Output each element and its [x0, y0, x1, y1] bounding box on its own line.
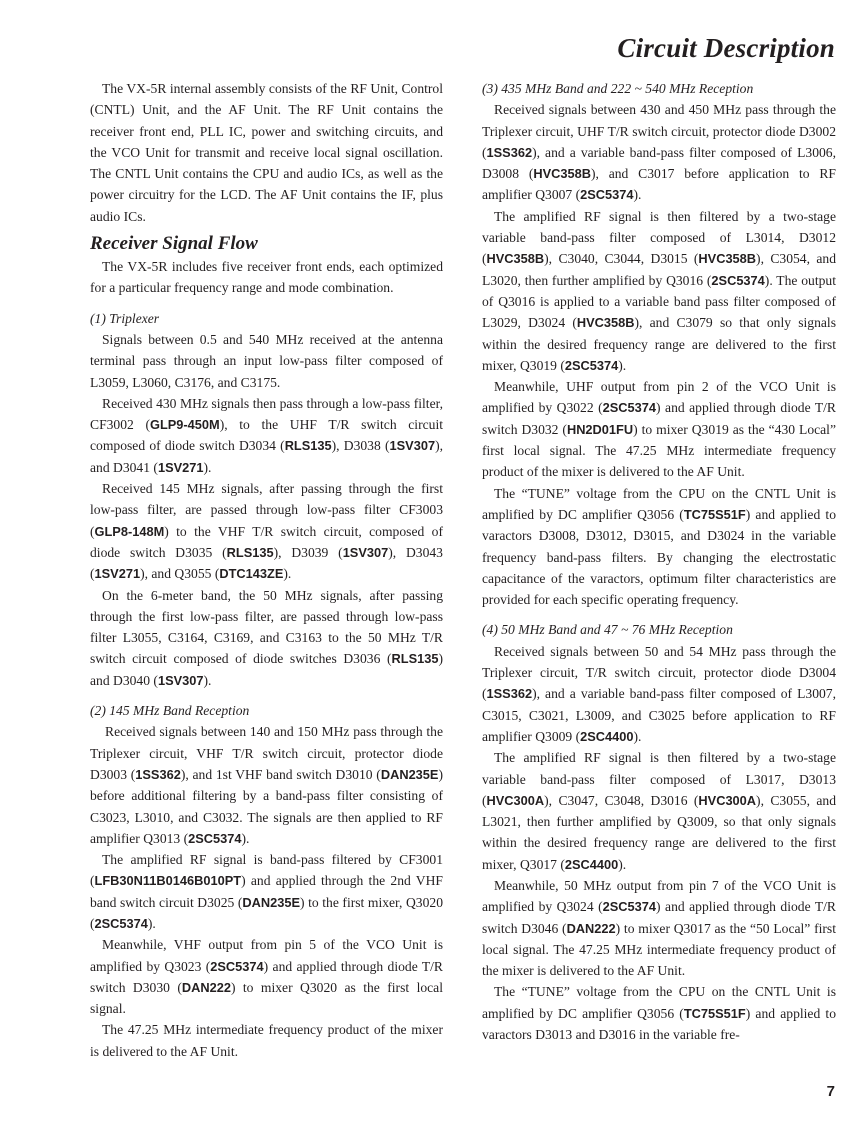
- part-number: GLP9-450M: [150, 417, 220, 433]
- part-number: DAN222: [181, 979, 231, 995]
- part-number: HVC300A: [486, 792, 545, 808]
- part-number: 2SC5374: [564, 357, 619, 373]
- page-title: Circuit Description: [617, 33, 835, 63]
- subheading-triplexer: (1) Triplexer: [90, 310, 160, 326]
- part-number: 1SS362: [135, 766, 181, 782]
- paragraph-50-1: Received signals between 50 and 54 MHz pass through the Triplexer circuit, T/R switch circuit, protector diode D3004 (1SS362), and a variable band-pass filter composed of L3007, C3015, C3021, L3009, and C3025 before application to RF amplifier Q3009 (2SC4400).: [482, 643, 836, 744]
- left-column: [90, 78, 443, 1062]
- subheading-435mhz: (3) 435 MHz Band and 222 ~ 540 MHz Reception: [482, 81, 754, 96]
- paragraph-435-3: Meanwhile, UHF output from pin 2 of the VCO Unit is amplified by Q3022 (2SC5374) and applied through diode T/R switch D3032 (HN2D01FU) to mixer Q3019 as the “430 Local” first local signal. The 47.25 MHz intermediate frequency product of the mixer is delivered to the AF Unit.: [482, 379, 836, 480]
- paragraph-triplexer-3: Received 145 MHz signals, after passing through the first low-pass filter, are passed through low-pass filter CF3003 (GLP8-148M) to the VHF T/R switch circuit, composed of diode switch D3035 (RLS135), D3039 (1SV307), D3043 (1SV271), and Q3055 (DTC143ZE).: [90, 481, 443, 582]
- part-number: 2SC5374: [580, 187, 634, 203]
- part-number: 1SV271: [94, 566, 141, 582]
- part-number: TC75S51F: [683, 1005, 746, 1021]
- paragraph-50-4: The “TUNE” voltage from the CPU on the CNTL Unit is amplified by DC amplifier Q3056 (TC75S51F) and applied to varactors D3013 and D3016 in the variable fre-: [482, 984, 836, 1043]
- section-heading: Receiver Signal Flow: [90, 233, 258, 255]
- part-number: HVC358B: [576, 315, 635, 331]
- part-number: HVC300A: [698, 792, 757, 808]
- part-number: 2SC4400: [564, 856, 619, 872]
- part-number: 2SC5374: [210, 958, 264, 974]
- part-number: 2SC5374: [188, 830, 242, 846]
- part-number: 1SS362: [486, 144, 533, 160]
- part-number: 1SV307: [389, 438, 436, 454]
- paragraph-435-1: Received signals between 430 and 450 MHz pass through the Triplexer circuit, UHF T/R switch circuit, protector diode D3002 (1SS362), and a variable band-pass filter composed of L3006, D3008 (HVC358B), and C3017 before application to RF amplifier Q3007 (2SC5374).: [482, 102, 836, 203]
- part-number: TC75S51F: [683, 506, 746, 522]
- part-number: HVC358B: [698, 251, 757, 267]
- part-number: DTC143ZE: [219, 566, 284, 582]
- part-number: 1SV307: [342, 544, 389, 560]
- part-number: 1SV307: [157, 672, 204, 688]
- subheading-50mhz: (4) 50 MHz Band and 47 ~ 76 MHz Reception: [482, 622, 733, 638]
- right-column: [482, 78, 836, 1045]
- intro-paragraph: The VX-5R internal assembly consists of the RF Unit, Control (CNTL) Unit, and the AF Unit. The RF Unit contains the receiver front end, PLL IC, power and switching circuits, and the VCO Unit for transmit and receive local signal oscillation. The CNTL Unit contains the CPU and audio ICs, as well as the power circuitry for the LCD. The AF Unit contains the IF, plus audio ICs.: [90, 81, 443, 224]
- paragraph-triplexer-4: On the 6-meter band, the 50 MHz signals, after passing through the first low-pass filter, are passed through low-pass filter L3055, C3164, C3169, and C3163 to the 50 MHz T/R switch circuit composed of diode switches D3036 (RLS135) and D3040 (1SV307).: [90, 587, 443, 688]
- part-number: RLS135: [284, 438, 332, 454]
- part-number: 2SC4400: [580, 728, 634, 744]
- part-number: 2SC5374: [711, 272, 765, 288]
- part-number: DAN235E: [242, 894, 301, 910]
- part-number: DAN235E: [380, 766, 439, 782]
- paragraph-145-3: Meanwhile, VHF output from pin 5 of the VCO Unit is amplified by Q3023 (2SC5374) and applied through diode T/R switch D3030 (DAN222) to mixer Q3020 as the first local signal.: [90, 937, 443, 1017]
- paragraph-triplexer-1: Signals between 0.5 and 540 MHz received at the antenna terminal pass through an input low-pass filter composed of L3059, L3060, C3176, and C3175.: [90, 331, 443, 390]
- part-number: LFB30N11B0146B010PT: [94, 873, 242, 889]
- part-number: 2SC5374: [602, 400, 657, 416]
- part-number: RLS135: [226, 544, 274, 560]
- paragraph-145-2: The amplified RF signal is band-pass filtered by CF3001 (LFB30N11B0146B010PT) and applied through the 2nd VHF band switch circuit D3025 (DAN235E) to the first mixer, Q3020 (2SC5374).: [90, 852, 443, 931]
- paragraph-435-4: The “TUNE” voltage from the CPU on the CNTL Unit is amplified by DC amplifier Q3056 (TC75S51F) and applied to varactors D3008, D3012, D3015, and D3024 in the variable frequency band-pass filters. By changing the electrostatic capacitance of the varactors, optimum filter characteristics are provided for each specific operating frequency.: [482, 485, 836, 608]
- part-number: 2SC5374: [602, 899, 657, 915]
- part-number: 1SS362: [486, 686, 533, 702]
- part-number: RLS135: [391, 651, 439, 667]
- part-number: 1SV271: [157, 459, 204, 475]
- part-number: DAN222: [566, 920, 616, 936]
- subheading-145mhz: (2) 145 MHz Band Reception: [90, 703, 250, 719]
- paragraph-145-1: Received signals between 140 and 150 MHz pass through the Triplexer circuit, VHF T/R switch circuit, protector diode D3003 (1SS362), and 1st VHF band switch D3010 (DAN235E) before additional filtering by a band-pass filter consisting of C3023, L3010, and C3032. The signals are then applied to RF amplifier Q3013 (2SC5374).: [90, 724, 443, 846]
- part-number: 2SC5374: [94, 915, 148, 931]
- part-number: HVC358B: [533, 166, 591, 182]
- page-number: 7: [826, 1083, 835, 1100]
- paragraph-145-4: The 47.25 MHz intermediate frequency product of the mixer is delivered to the AF Unit.: [90, 1022, 443, 1059]
- paragraph-435-2: The amplified RF signal is then filtered by a two-stage variable band-pass filter composed of L3014, D3012 (HVC358B), C3040, C3044, D3015 (HVC358B), C3054, and L3020, then further amplified by Q3016 (2SC5374). The output of Q3016 is applied to a variable band pass filter composed of L3029, D3024 (HVC358B), and C3079 so that only signals within the desired frequency range are delivered to the first mixer, Q3019 (2SC5374).: [482, 208, 836, 373]
- paragraph-triplexer-2: Received 430 MHz signals then pass through a low-pass filter, CF3002 (GLP9-450M), to the UHF T/R switch circuit composed of diode switch D3034 (RLS135), D3038 (1SV307), and D3041 (1SV271).: [90, 395, 443, 475]
- part-number: GLP8-148M: [94, 523, 165, 539]
- part-number: HN2D01FU: [566, 421, 634, 437]
- paragraph-50-3: Meanwhile, 50 MHz output from pin 7 of the VCO Unit is amplified by Q3024 (2SC5374) and applied through diode T/R switch D3046 (DAN222) to mixer Q3017 as the “50 Local” first local signal. The 47.25 MHz intermediate frequency product of the mixer is delivered to the AF Unit.: [482, 877, 836, 979]
- section-intro: The VX-5R includes five receiver front ends, each optimized for a particular frequency range and mode combination.: [90, 259, 443, 296]
- paragraph-50-2: The amplified RF signal is then filtered by a two-stage variable band-pass filter composed of L3017, D3013 (HVC300A), C3047, C3048, D3016 (HVC300A), C3055, and L3021, then further amplified by Q3009, so that only signals within the desired frequency range are delivered to the first mixer, Q3017 (2SC4400).: [482, 750, 836, 872]
- part-number: HVC358B: [486, 251, 545, 267]
